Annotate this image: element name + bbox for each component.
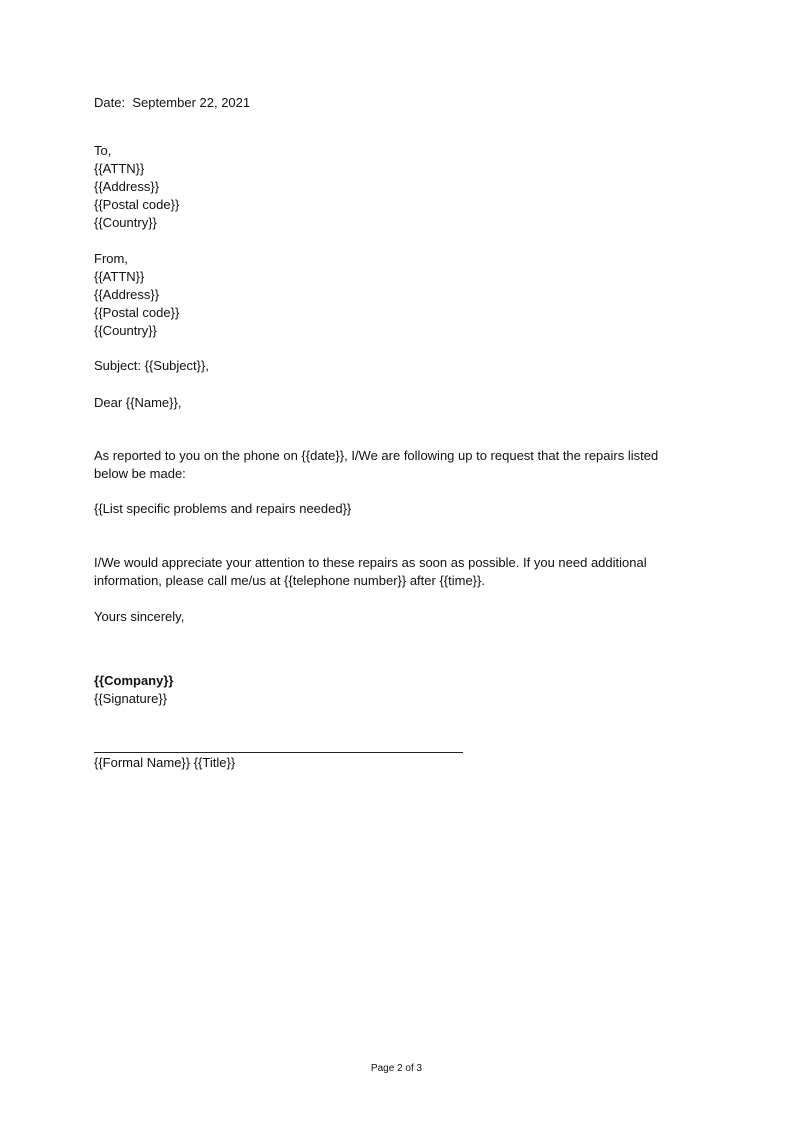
to-postal-code: {{Postal code}} [94,197,180,212]
from-postal-code: {{Postal code}} [94,305,180,320]
from-country: {{Country}} [94,323,157,338]
repairs-list-placeholder: {{List specific problems and repairs needed}} [94,501,352,516]
date-value: September 22, 2021 [132,95,251,110]
date-label: Date: [94,95,126,110]
subject-line: Subject: {{Subject}}, [94,358,209,373]
to-attn: {{ATTN}} [94,161,145,176]
page-indicator: Page 2 of 3 [370,1063,423,1074]
signature-placeholder: {{Signature}} [94,691,168,706]
formal-name-title: {{Formal Name}} {{Title}} [94,755,236,770]
body-paragraph-1: As reported to you on the phone on {{date}}, I/We are following up to request that the repairs listed below be made: [94,448,659,481]
salutation: Dear {{Name}}, [94,395,182,410]
to-heading: To, [94,143,112,158]
company-name: {{Company}} [94,673,174,688]
from-attn: {{ATTN}} [94,269,145,284]
from-address: {{Address}} [94,287,160,302]
to-country: {{Country}} [94,215,157,230]
date-line [94,94,250,112]
body-paragraph-2: I/We would appreciate your attention to these repairs as soon as possible. If you need additional information, please call me/us at {{telephone number}} after {{time}}. [94,555,647,588]
closing: Yours sincerely, [94,609,185,624]
signature-rule [94,752,463,753]
from-heading: From, [94,251,128,266]
to-address: {{Address}} [94,179,160,194]
